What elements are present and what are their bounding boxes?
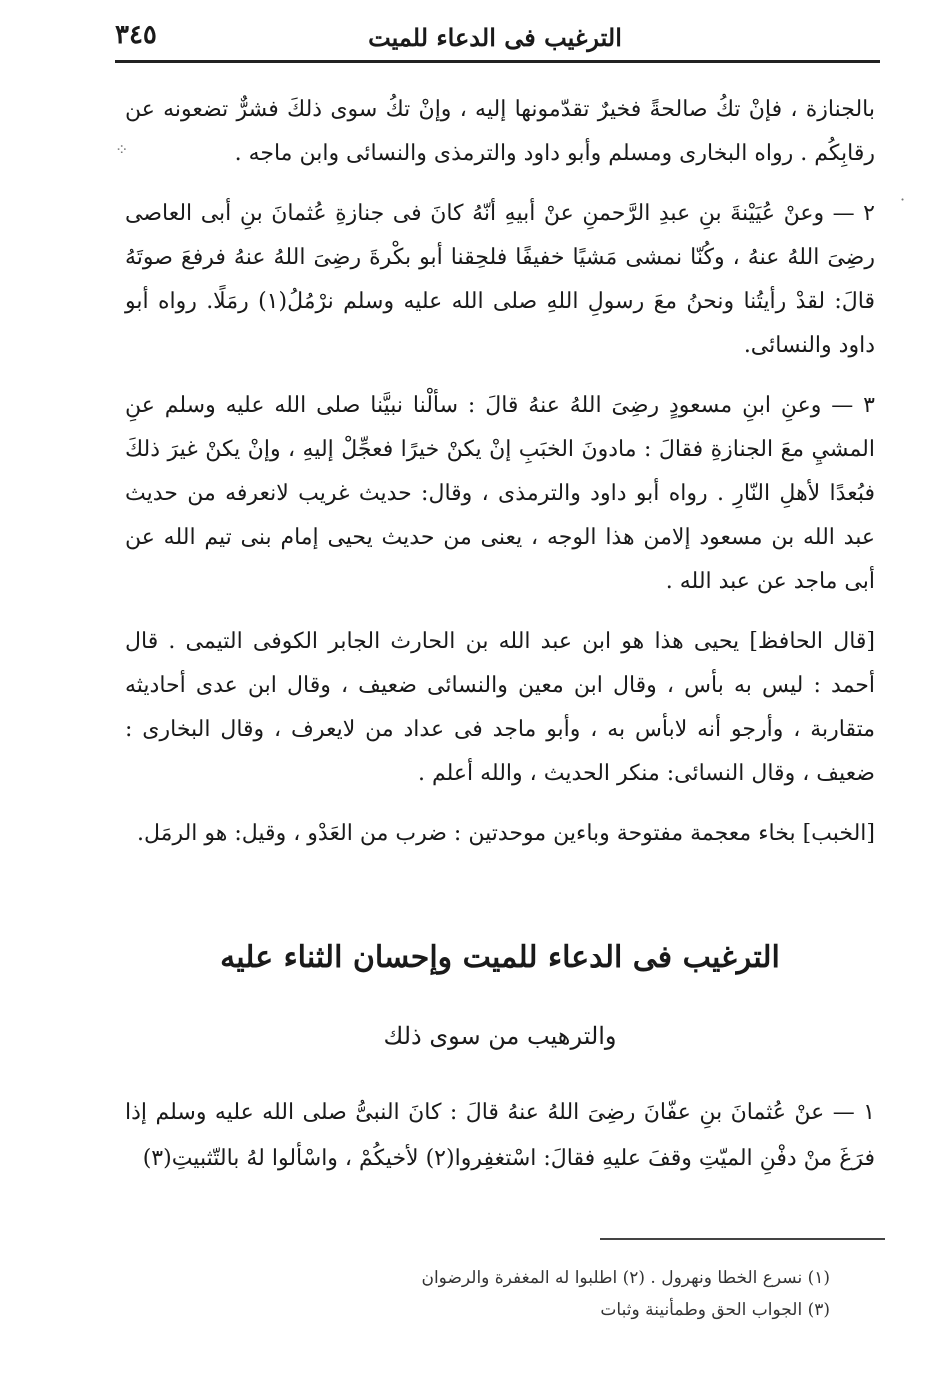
footnote-1-2: (١) نسرع الخطا ونهرول . (٢) اطلبوا له المغفرة والرضوان xyxy=(421,1268,830,1288)
print-speck: · xyxy=(900,190,906,209)
footnotes xyxy=(330,1262,830,1326)
footnote-rule xyxy=(600,1238,885,1240)
previous-hadith-ending: بالجنازة ، فإنْ تكُ صالحةً فخيرٌ تقدّمونها إليه ، وإنْ تكُ سوى ذلكَ فشرٌّ تضعونه عن رقابِكُم . رواه البخارى ومسلم وأبو داود والترمذى والنسائى وابن ماجه . xyxy=(125,97,875,166)
hafiz-commentary: [قال الحافظ] يحيى هذا هو ابن عبد الله بن الحارث الجابر الكوفى التيمى . قال أحمد : ليس به بأس ، وقال ابن معين والنسائى ضعيف ، وقال ابن عدى أحاديثه متقاربة ، وأرجو أنه لابأس به ، وأبو ماجد فى عداد من لايعرف ، وقال البخارى : ضعيف ، وقال النسائى: منكر الحديث ، والله أعلم . xyxy=(125,629,876,786)
hadith-3: ٣ — وعنِ ابنِ مسعودٍ رضِىَ اللهُ عنهُ قالَ : سألْنا نبيَّنا صلى الله عليه وسلم عنِ المشيِ معَ الجنازةِ فقالَ : مادونَ الخبَبِ إنْ يكنْ خيرًا فعجِّلْ إليهِ ، وإنْ يكنْ غيرَ ذلكَ فبُعدًا لأهلِ النّارِ . رواه أبو داود والترمذى ، وقال: حديث غريب لانعرفه من حديث عبد الله بن مسعود إلامن هذا الوجه ، يعنى من حديث يحيى إمام بنى تيم الله عن أبى ماجد عن عبد الله . xyxy=(125,393,875,594)
section-text xyxy=(125,1090,875,1182)
page-header xyxy=(115,14,875,54)
section-title: الترغيب فى الدعاء للميت وإحسان الثناء عليه xyxy=(220,940,780,975)
page-number: ٣٤٥ xyxy=(115,20,157,50)
header-rule xyxy=(115,60,880,63)
print-speck: ⁘ xyxy=(115,140,129,159)
footnote-3: (٣) الجواب الحق وطمأنينة وثبات xyxy=(600,1300,830,1320)
section-subtitle: والترهيب من سوى ذلك xyxy=(383,1022,617,1050)
section-hadith-1: ١ — عنْ عُثمانَ بنِ عفّانَ رضِىَ اللهُ عنهُ قالَ : كانَ النبىُّ صلى الله عليه وسلم إذا فرَغَ منْ دفْنِ الميّتِ وقفَ عليهِ فقالَ: اسْتغفِروا(٢) لأخيكُمْ ، واسْألوا لهُ بالتّثبيتِ(٣) xyxy=(125,1100,875,1171)
running-title: الترغيب فى الدعاء للميت xyxy=(368,23,622,52)
main-text xyxy=(125,88,875,872)
hadith-2: ٢ — وعنْ عُيَيْنةَ بنِ عبدِ الرَّحمنِ عنْ أبيهِ أنّهُ كانَ فى جنازةِ عُثمانَ بنِ أبى العاصى رضِىَ اللهُ عنهُ ، وكُنّا نمشى مَشيًا خفيفًا فلحِقنا أبو بكْرةَ رضِىَ اللهُ عنهُ فرفعَ صوتَهُ قالَ: لقدْ رأيتُنا ونحنُ معَ رسولِ اللهِ صلى الله عليه وسلم نرْمُلُ(١) رمَلًا. رواه أبو داود والنسائى. xyxy=(125,201,875,358)
khabab-definition: [الخبب] بخاء معجمة مفتوحة وباءين موحدتين : ضرب من العَدْو ، وقيل: هو الرمَل. xyxy=(137,821,875,846)
